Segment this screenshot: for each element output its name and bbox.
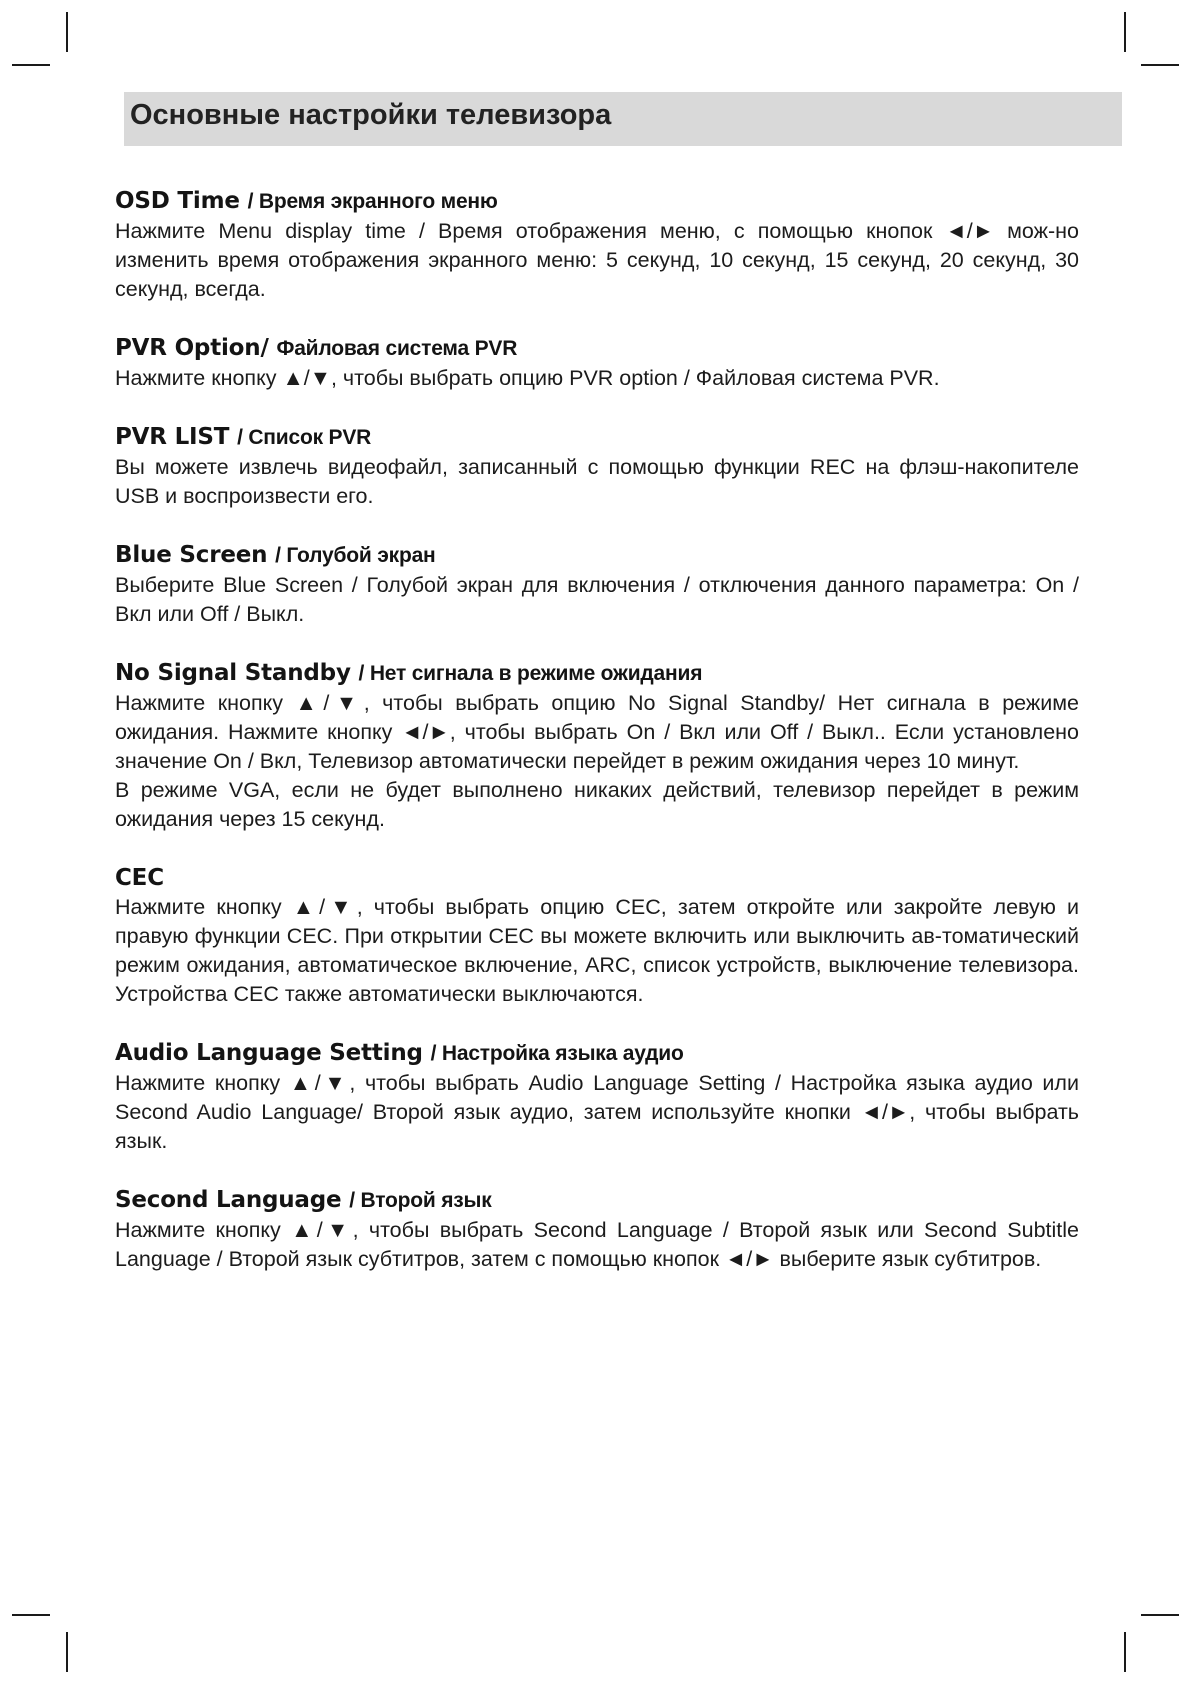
section-cec <box>115 863 1079 1009</box>
section-heading <box>115 540 1079 571</box>
heading-en: PVR LIST <box>115 424 230 450</box>
section-heading <box>115 1185 1079 1216</box>
crop-mark-bottom-left-vertical <box>66 1632 68 1672</box>
section-paragraph: Нажмите кнопку ▲/▼, чтобы выбрать опцию PVR option / Файловая система PVR. <box>115 366 940 390</box>
section-paragraph: Выберите Blue Screen / Голубой экран для включения / отключения данного параметра: On / Вкл или Off / Выкл. <box>115 573 1079 626</box>
heading-en: Blue Screen <box>115 542 268 568</box>
page-title: Основные настройки телевизора <box>130 99 612 131</box>
crop-mark-top-right-vertical <box>1124 12 1126 52</box>
heading-ru: / Голубой экран <box>275 544 436 567</box>
section-blue-screen <box>115 540 1079 629</box>
heading-en: No Signal Standby <box>115 660 351 686</box>
section-heading <box>115 658 1079 689</box>
section-heading <box>115 863 1079 893</box>
section-heading <box>115 186 1079 217</box>
section-heading <box>115 333 1079 364</box>
section-second-language <box>115 1185 1079 1274</box>
section-heading <box>115 1038 1079 1069</box>
heading-en: OSD Time <box>115 188 240 214</box>
heading-ru: / Настройка языка аудио <box>430 1042 684 1065</box>
crop-mark-top-left-horizontal <box>12 64 50 66</box>
section-osd-time <box>115 186 1079 304</box>
section-no-signal-standby <box>115 658 1079 834</box>
page-title-bar <box>124 92 1122 146</box>
heading-en: PVR Option/ <box>115 335 269 361</box>
heading-ru: / Время экранного меню <box>247 190 498 213</box>
heading-ru: / Список PVR <box>237 426 372 449</box>
crop-mark-bottom-right-horizontal <box>1141 1614 1179 1616</box>
heading-en: Second Language <box>115 1187 342 1213</box>
section-paragraph: Нажмите кнопку ▲/▼, чтобы выбрать Audio Language Setting / Настройка языка аудио или Second Audio Language/ Второй язык аудио, затем используйте кнопки ◄/►, чтобы выбрать язык. <box>115 1071 1079 1153</box>
heading-ru: / Нет сигнала в режиме ожидания <box>358 662 703 685</box>
heading-ru: / Второй язык <box>349 1189 492 1212</box>
section-paragraph: Нажмите Menu display time / Время отображения меню, с помощью кнопок ◄/► мож-но изменить время отображения экранного меню: 5 секунд, 10 секунд, 15 секунд, 20 секунд, 30 секунд, всегда. <box>115 219 1079 301</box>
crop-mark-bottom-left-horizontal <box>12 1614 50 1616</box>
crop-mark-top-left-vertical <box>66 12 68 52</box>
crop-mark-top-right-horizontal <box>1141 64 1179 66</box>
section-paragraph: Нажмите кнопку ▲/▼, чтобы выбрать опцию No Signal Standby/ Нет сигнала в режиме ожидания. Нажмите кнопку ◄/►, чтобы выбрать On / Вкл или Off / Выкл.. Если установлено значение On / Вкл, Телевизор автоматически перейдет в режим ожидания через 10 минут. <box>115 691 1079 773</box>
section-paragraph: Нажмите кнопку ▲/▼, чтобы выбрать Second Language / Второй язык или Second Subtitle Language / Второй язык субтитров, затем с помощью кнопок ◄/► выберите язык субтитров. <box>115 1218 1079 1271</box>
heading-ru: Файловая система PVR <box>276 337 518 360</box>
section-paragraph: Вы можете извлечь видеофайл, записанный с помощью функции REC на флэш-накопителе USB и воспроизвести его. <box>115 455 1079 508</box>
section-paragraph: В режиме VGA, если не будет выполнено никаких действий, телевизор перейдет в режим ожидания через 15 секунд. <box>115 778 1079 831</box>
section-heading <box>115 422 1079 453</box>
section-audio-language-setting <box>115 1038 1079 1156</box>
section-pvr-list <box>115 422 1079 511</box>
heading-en: CEC <box>115 865 164 891</box>
section-paragraph: Нажмите кнопку ▲/▼, чтобы выбрать опцию CEC, затем откройте или закройте левую и правую функции CEC. При открытии CEC вы можете включить или выключить ав-томатический режим ожидания, автоматическое включение, ARC, список устройств, выключение телевизора. Устройства CEC также автоматически выключаются. <box>115 895 1079 1006</box>
section-pvr-option <box>115 333 1079 393</box>
document-body <box>115 186 1079 1303</box>
crop-mark-bottom-right-vertical <box>1124 1632 1126 1672</box>
heading-en: Audio Language Setting <box>115 1040 423 1066</box>
